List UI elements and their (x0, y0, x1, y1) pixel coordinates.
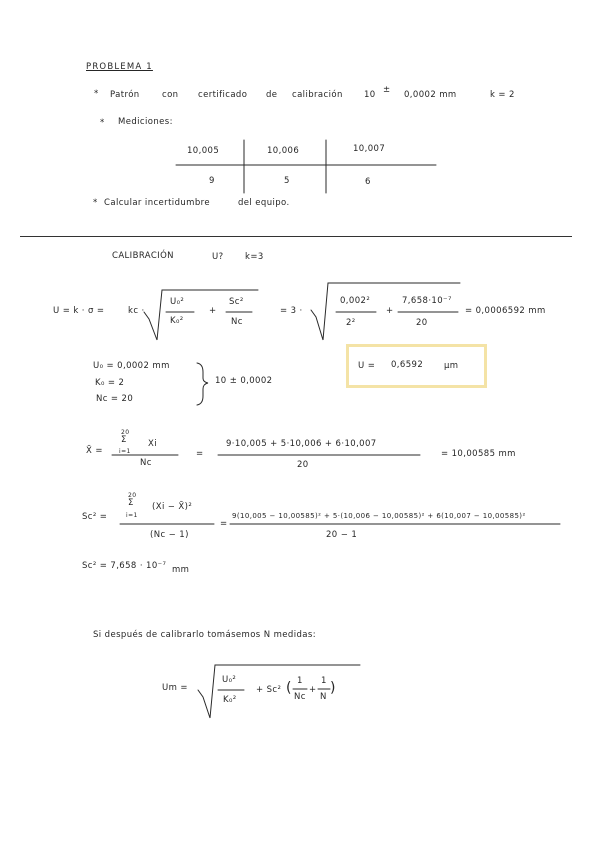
mean-den: Nc (140, 458, 152, 468)
calibration-question: U? (212, 252, 224, 262)
given-u0: U₀ = 0,0002 mm (93, 361, 170, 371)
mean-lhs: X̄ = (86, 446, 103, 456)
sum-top: 20 (128, 492, 137, 499)
calibration-k: k=3 (245, 252, 264, 262)
k-value: k = 2 (490, 90, 515, 100)
var-eq: = (220, 519, 228, 529)
bullet-star: * (93, 198, 98, 208)
eq-three: = 3 · (280, 306, 303, 316)
equipo-text: del equipo. (238, 198, 290, 208)
word-certificado: certificado (198, 90, 248, 100)
boxed-unit: µm (444, 361, 459, 371)
sc2-result: Sc² = 7,658 · 10⁻⁷ (82, 561, 167, 571)
eq-num2: 7,658·10⁻⁷ (402, 296, 452, 306)
plus-minus: ± (383, 85, 391, 95)
word-con: con (162, 90, 179, 100)
table-cell: 6 (365, 177, 371, 187)
var-numerator: 9(10,005 − 10,00585)² + 5·(10,006 − 10,00585)² + 6(10,007 − 10,00585)² (232, 512, 526, 520)
eq-sc2: Sc² (229, 297, 244, 307)
var-lhs: Sc² = (82, 512, 108, 522)
table-cell: 5 (284, 176, 290, 186)
eq-plus: + (209, 306, 217, 316)
word-patron: Patrón (110, 90, 140, 100)
given-k0: K₀ = 2 (95, 378, 125, 388)
var-denominator: 20 − 1 (326, 530, 358, 540)
word-calibracion: calibración (292, 90, 343, 100)
table-cell: 9 (209, 176, 215, 186)
sum-bottom: i=1 (126, 512, 138, 519)
um-nc: Nc (294, 692, 306, 702)
mean-denominator: 20 (297, 460, 309, 470)
radical-sign (144, 290, 258, 340)
bullet-star: * (100, 118, 105, 128)
boxed-label: U = (358, 361, 376, 371)
uncertainty-value: 0,0002 mm (404, 90, 457, 100)
table-header: 10,007 (353, 144, 386, 154)
sc2-unit: mm (172, 565, 190, 575)
calcular-text: Calcular incertidumbre (104, 198, 210, 208)
eq-result: = 0,0006592 mm (465, 306, 546, 316)
sum-top: 20 (121, 429, 130, 436)
um-one: 1 (321, 676, 327, 686)
um-u0sq: U₀² (222, 675, 237, 685)
table-header: 10,005 (187, 146, 220, 156)
eq-kc: kc · (128, 306, 145, 316)
eq-u0sq: U₀² (170, 297, 185, 307)
var-term: (Xi − X̄)² (152, 502, 193, 512)
um-k0sq: K₀² (223, 695, 237, 705)
table-header: 10,006 (267, 146, 300, 156)
mediciones-label: Mediciones: (118, 117, 173, 127)
um-plus: + Sc² (256, 685, 282, 695)
um-lhs: Um = (162, 683, 188, 693)
mean-xi: Xi (148, 439, 157, 449)
um-plus: + (309, 685, 317, 695)
eq-den2: 20 (416, 318, 428, 328)
mean-result: = 10,00585 mm (441, 449, 516, 459)
var-den: (Nc − 1) (150, 530, 189, 540)
eq-num1: 0,002² (340, 296, 371, 306)
mean-eq: = (196, 449, 204, 459)
followup-text: Si después de calibrarlo tomásemos N medidas: (93, 630, 316, 640)
nominal-value: 10 (364, 90, 376, 100)
um-rparen: ) (330, 680, 336, 696)
eq-plus: + (386, 306, 394, 316)
brace (197, 363, 208, 405)
radical-sign (198, 665, 360, 718)
sum-bottom: i=1 (119, 448, 131, 455)
eq-nc: Nc (231, 317, 243, 327)
eq-den1: 2² (346, 318, 356, 328)
sum-icon: Σ (121, 435, 127, 445)
um-lparen: ( (286, 680, 292, 696)
problem-title: PROBLEMA 1 (86, 62, 153, 72)
boxed-value: 0,6592 (391, 360, 424, 370)
eq-k0sq: K₀² (170, 316, 184, 326)
mean-numerator: 9·10,005 + 5·10,006 + 6·10,007 (226, 439, 377, 449)
um-n: N (320, 692, 327, 702)
um-one: 1 (297, 676, 303, 686)
given-pattern: 10 ± 0,0002 (215, 376, 273, 386)
given-nc: Nc = 20 (96, 394, 134, 404)
bullet-star: * (94, 89, 99, 99)
word-de: de (266, 90, 278, 100)
sum-icon: Σ (128, 498, 134, 508)
eq-lhs: U = k · σ = (53, 306, 105, 316)
calibration-title: CALIBRACIÓN (112, 251, 174, 261)
